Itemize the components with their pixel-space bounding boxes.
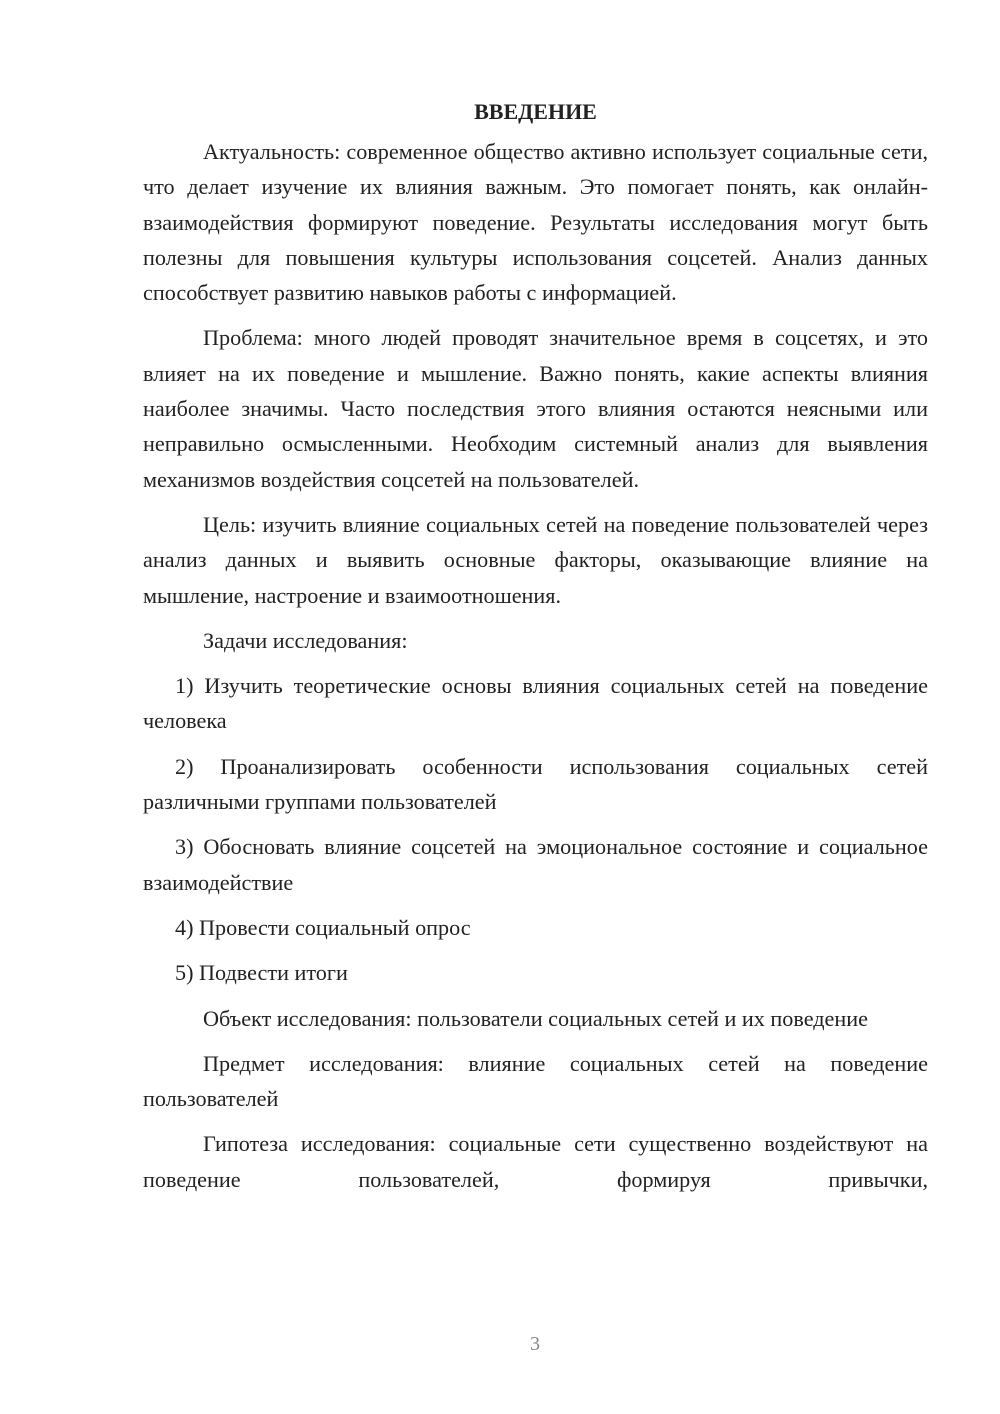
task-item: 1) Изучить теоретические основы влияния социальных сетей на поведение человека (143, 673, 928, 734)
task-item: 4) Провести социальный опрос (175, 914, 471, 940)
task-item: 5) Подвести итоги (175, 960, 348, 986)
tasks-title: Задачи исследования: (203, 627, 408, 653)
subject-paragraph: Предмет исследования: влияние социальных сетей на поведение пользователей (143, 1050, 928, 1112)
section-heading: ВВЕДЕНИЕ (474, 99, 597, 124)
task-item: 2) Проанализировать особенности использования социальных сетей различными группами пользователей (143, 753, 928, 815)
relevance-paragraph: Актуальность: современное общество активно использует социальные сети, что делает изучение их влияния важным. Это помогает понять, как онлайн-взаимодействия формируют поведение. Результаты исследования могут быть полезны для повышения культуры использования соцсетей. Анализ данных способствует развитию навыков работы с информацией. (143, 139, 928, 306)
object-paragraph: Объект исследования: пользователи социальных сетей и их поведение (203, 1005, 868, 1031)
goal-paragraph: Цель: изучить влияние социальных сетей на поведение пользователей через анализ данных и выявить основные факторы, оказывающие влияние на мышление, настроение и взаимоотношения. (143, 511, 928, 608)
hypothesis-paragraph: Гипотеза исследования: социальные сети существенно воздействуют на поведение пользователей, формируя привычки, (143, 1131, 928, 1192)
document-body (143, 94, 928, 1207)
problem-paragraph: Проблема: много людей проводят значительное время в соцсетях, и это влияет на их поведение и мышление. Важно понять, какие аспекты влияния наиболее значимы. Часто последствия этого влияния остаются неясными или неправильно осмысленными. Необходим системный анализ для выявления механизмов воздействия соцсетей на пользователей. (143, 325, 928, 492)
page-number: 3 (530, 1333, 540, 1355)
task-item: 3) Обосновать влияние соцсетей на эмоциональное состояние и социальное взаимодействие (143, 834, 928, 895)
